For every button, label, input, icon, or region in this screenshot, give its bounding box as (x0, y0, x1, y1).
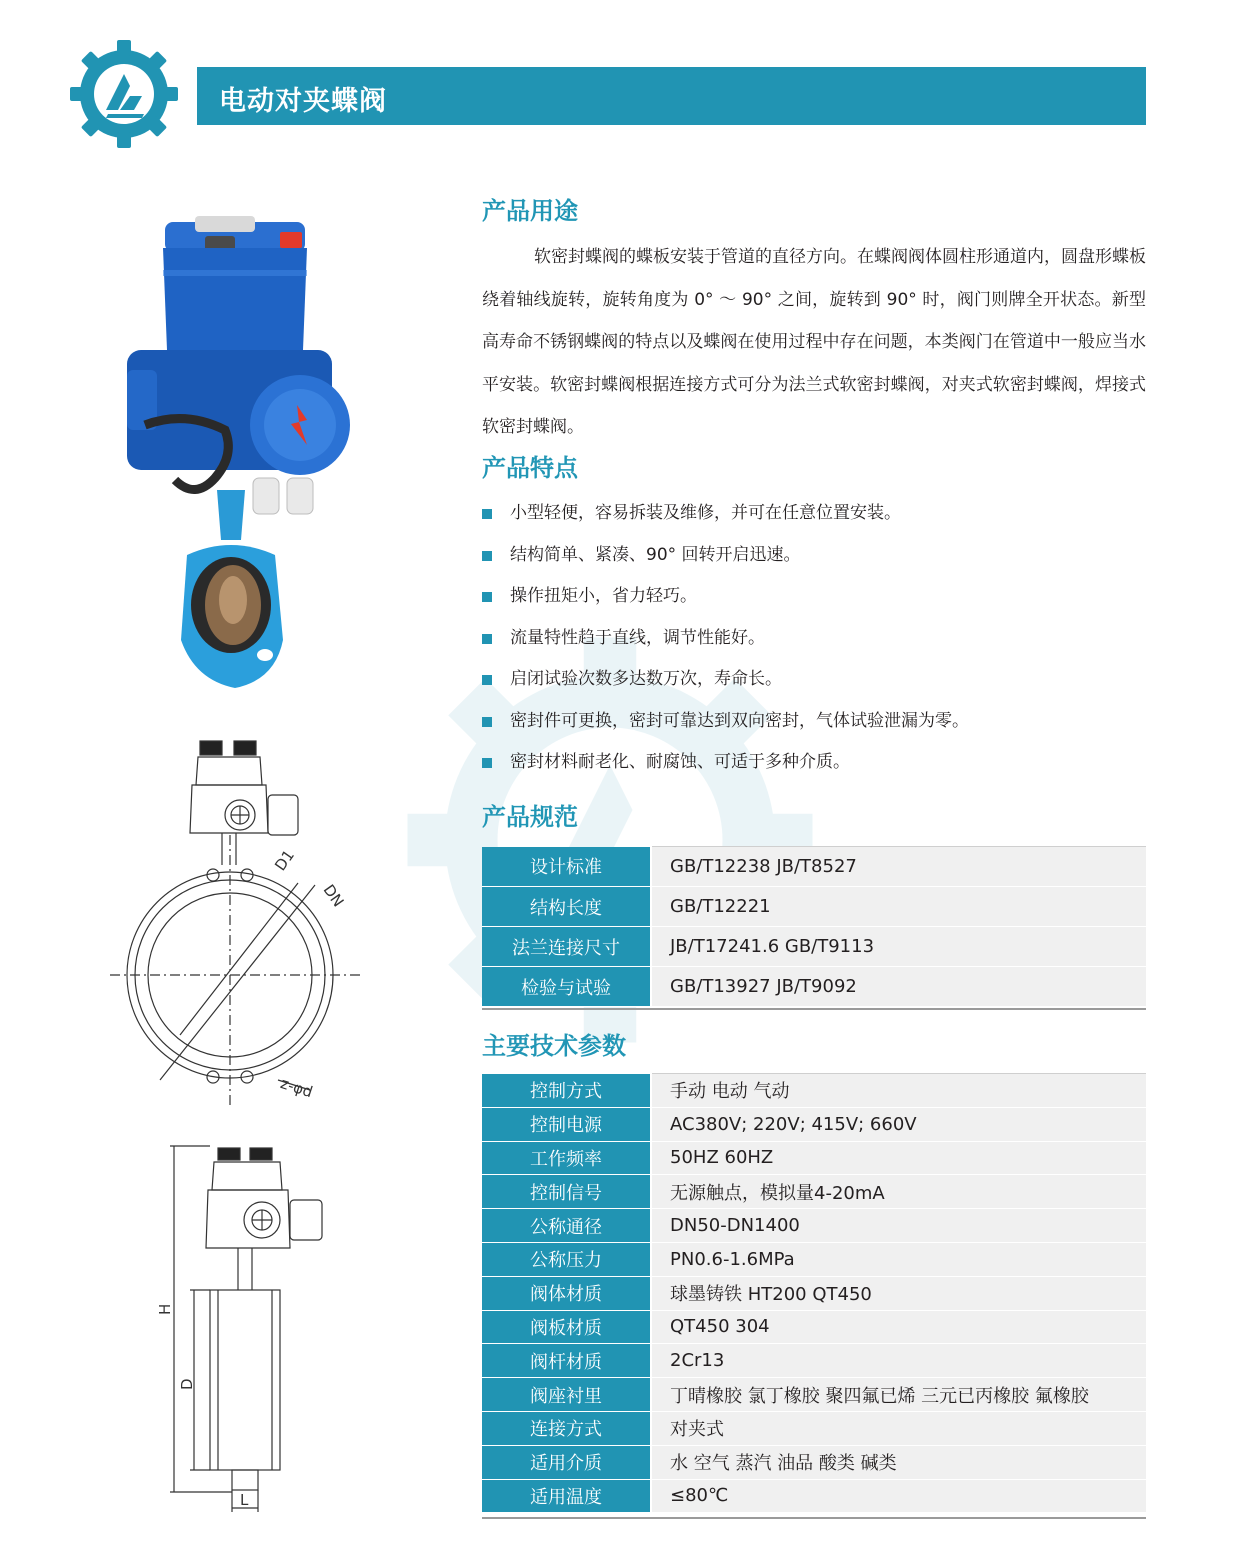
feature-item (482, 746, 1146, 788)
row-value: PN0.6-1.6MPa (651, 1242, 1146, 1276)
row-value: 手动 电动 气动 (651, 1074, 1146, 1108)
table-row (482, 1479, 1146, 1513)
front-view-drawing (110, 735, 380, 1110)
table-row (482, 1276, 1146, 1310)
table-row (482, 1074, 1146, 1108)
row-label: 阀体材质 (482, 1276, 651, 1310)
row-value: 50HZ 60HZ (651, 1141, 1146, 1175)
table-row (482, 967, 1146, 1007)
square-bullet-icon (482, 758, 492, 768)
feature-text: 密封件可更换，密封可靠达到双向密封，气体试验泄漏为零。 (510, 710, 969, 731)
table-row (482, 1141, 1146, 1175)
table-divider (482, 1008, 1146, 1010)
row-value: JB/T17241.6 GB/T9113 (651, 927, 1146, 967)
side-view-drawing (150, 1140, 340, 1520)
standards-heading: 产品规范 (482, 803, 578, 831)
row-label: 公称压力 (482, 1242, 651, 1276)
square-bullet-icon (482, 634, 492, 644)
row-label: 阀座衬里 (482, 1378, 651, 1412)
row-label: 控制信号 (482, 1175, 651, 1209)
row-value: 2Cr13 (651, 1344, 1146, 1378)
row-value: 无源触点，模拟量4-20mA (651, 1175, 1146, 1209)
feature-item (482, 705, 1146, 747)
table-row (482, 1209, 1146, 1243)
features-list (482, 497, 1146, 788)
usage-paragraph: 软密封蝶阀的蝶板安装于管道的直径方向。在蝶阀阀体圆柱形通道内，圆盘形蝶板绕着轴线旋转，旋转角度为 0° ～ 90° 之间，旋转到 90° 时，阀门则牌全开状态。新型高寿命不锈钢蝶阀的特点以及蝶阀在使用过程中存在问题，本类阀门在管道中一般应当水平安装。软密封蝶阀根据连接方式可分为法兰式软密封蝶阀，对夹式软密封蝶阀，焊接式软密封蝶阀。 (482, 247, 1146, 437)
d1-label: D1 (271, 846, 298, 875)
feature-text: 操作扭矩小，省力轻巧。 (510, 586, 697, 606)
table-row (482, 1445, 1146, 1479)
row-label: 法兰连接尺寸 (482, 927, 651, 967)
row-label: 连接方式 (482, 1411, 651, 1445)
row-label: 工作频率 (482, 1141, 651, 1175)
table-row (482, 1378, 1146, 1412)
table-row (482, 1242, 1146, 1276)
row-value: 对夹式 (651, 1411, 1146, 1445)
features-heading: 产品特点 (482, 454, 578, 482)
feature-text: 流量特性趋于直线，调节性能好。 (510, 627, 765, 648)
table-row (482, 1344, 1146, 1378)
feature-item (482, 663, 1146, 705)
square-bullet-icon (482, 675, 492, 685)
row-label: 阀板材质 (482, 1310, 651, 1344)
valve-photo (115, 210, 355, 695)
row-value: GB/T13927 JB/T9092 (651, 967, 1146, 1007)
square-bullet-icon (482, 551, 492, 561)
row-label: 适用介质 (482, 1445, 651, 1479)
row-label: 阀杆材质 (482, 1344, 651, 1378)
page-title: 电动对夹蝶阀 (219, 86, 387, 117)
l-label: L (240, 1491, 249, 1509)
table-row (482, 1310, 1146, 1344)
tech-table (482, 1073, 1146, 1513)
row-value: 丁晴橡胶 氯丁橡胶 聚四氟已烯 三元已丙橡胶 氟橡胶 (651, 1378, 1146, 1412)
tech-heading: 主要技术参数 (482, 1032, 626, 1060)
feature-item (482, 580, 1146, 622)
row-value: GB/T12221 (651, 887, 1146, 927)
row-label: 适用温度 (482, 1479, 651, 1513)
square-bullet-icon (482, 592, 492, 602)
d-label: D (178, 1378, 196, 1390)
table-row (482, 927, 1146, 967)
dn-label: DN (319, 881, 348, 911)
row-value: GB/T12238 JB/T8527 (651, 847, 1146, 887)
usage-text (482, 236, 1146, 449)
standards-table (482, 846, 1146, 1007)
square-bullet-icon (482, 509, 492, 519)
row-value: ≤80℃ (651, 1479, 1146, 1513)
row-label: 公称通径 (482, 1209, 651, 1243)
table-row (482, 887, 1146, 927)
feature-item (482, 497, 1146, 539)
row-value: 水 空气 蒸汽 油品 酸类 碱类 (651, 1445, 1146, 1479)
square-bullet-icon (482, 717, 492, 727)
table-divider (482, 1517, 1146, 1519)
usage-heading: 产品用途 (482, 197, 578, 225)
row-label: 控制方式 (482, 1074, 651, 1108)
row-label: 检验与试验 (482, 967, 651, 1007)
h-label: H (156, 1303, 174, 1315)
feature-text: 密封材料耐老化、耐腐蚀、可适于多种介质。 (510, 752, 850, 772)
feature-text: 结构简单、紧凑、90° 回转开启迅速。 (510, 544, 801, 565)
row-label: 控制电源 (482, 1107, 651, 1141)
feature-text: 小型轻便，容易拆装及维修，并可在任意位置安装。 (510, 503, 901, 523)
table-row (482, 847, 1146, 887)
feature-text: 启闭试验次数多达数万次，寿命长。 (510, 669, 782, 689)
row-value: DN50-DN1400 (651, 1209, 1146, 1243)
row-value: QT450 304 (651, 1310, 1146, 1344)
row-label: 设计标准 (482, 847, 651, 887)
feature-item (482, 539, 1146, 581)
row-value: AC380V; 220V; 415V; 660V (651, 1107, 1146, 1141)
title-bar (197, 67, 1146, 125)
table-row (482, 1107, 1146, 1141)
gear-logo-icon (68, 38, 180, 150)
table-row (482, 1175, 1146, 1209)
holes-label: z-φd (278, 1074, 315, 1102)
feature-item (482, 622, 1146, 664)
table-row (482, 1411, 1146, 1445)
row-label: 结构长度 (482, 887, 651, 927)
row-value: 球墨铸铁 HT200 QT450 (651, 1276, 1146, 1310)
